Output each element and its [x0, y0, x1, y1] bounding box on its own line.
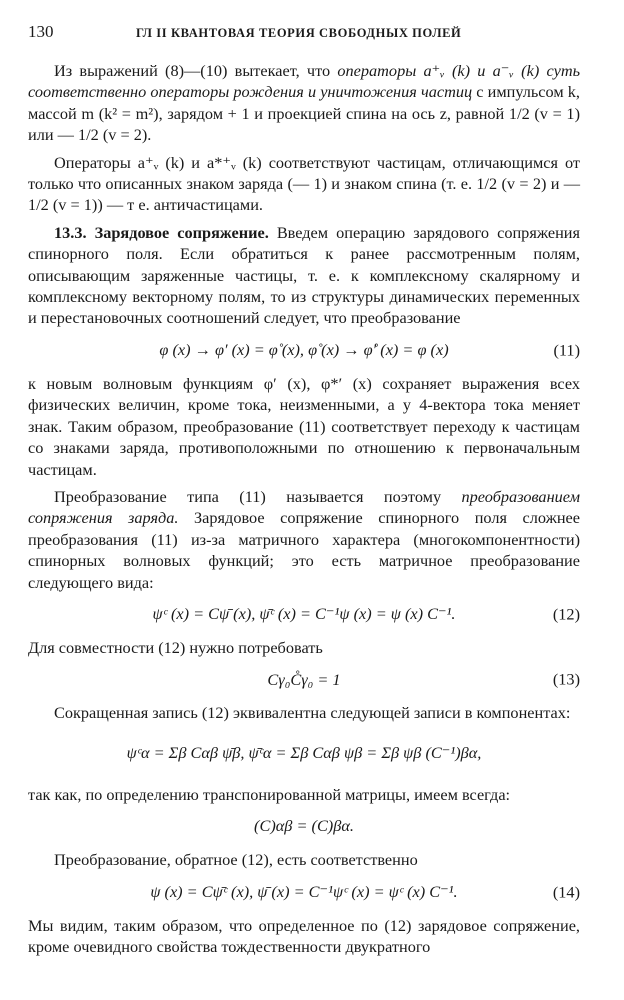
equation-text: φ (x) → φ′ (x) = φ̊ (x), φ̊ (x) → φ̊′ (x) = φ (x) [159, 340, 449, 360]
page-body [28, 60, 580, 957]
text-span: Зарядовое сопряжение спинорного поля сложнее преобразования (11) из-за матричного характера (многокомпонентности) спинорных волновых функций; это есть матричное преобразование следующего вида: [28, 508, 580, 592]
text-span: Преобразование типа (11) называется поэтому [54, 486, 462, 506]
equation-components [28, 732, 580, 774]
text-span: Введем операцию зарядового сопряжения спинорного поля. Если обратиться к ранее рассмотренным полям, описывающим заряженные частицы, т. е. к комплексному скалярному и комплексному векторному полям, то из структуры динамических переменных и перестановочных соотношений следует, что преобразование [28, 222, 580, 328]
paragraph-10: Мы видим, таким образом, что определенное по (12) зарядовое сопряжение, кроме очевидного свойства тождественности двукратного [28, 915, 580, 956]
paragraph-8: так как, по определению транспонированной матрицы, имеем всегда: [28, 784, 511, 804]
emphasis-text: преобразованием сопряжения заряда. [28, 486, 580, 528]
paragraph-9: Преобразование, обратное (12), есть соответственно [54, 850, 418, 870]
equation-number: (12) [552, 604, 580, 624]
text-span: с импульсом k, массой m (k² = m²), зарядом + 1 и проекцией спина на ось z, равной 1/2 (v = 1) или — 1/2 (v = 2). [28, 82, 580, 145]
equation-11 [28, 337, 580, 363]
emphasis-text: операторы a⁺ᵥ (k) и a⁻ᵥ (k) суть соответственно операторы рождения и уничтожения частиц [28, 61, 580, 102]
equation-number: (13) [552, 669, 580, 689]
equation-text: ψᶜ (x) = Cψ̄ (x), ψ̄ᶜ (x) = C⁻¹ψ (x) = ψ (x) C⁻¹. [152, 604, 456, 624]
page-number: 130 [28, 22, 54, 41]
equation-12 [28, 601, 580, 627]
paragraph-1 [28, 60, 580, 146]
paragraph-2: Операторы a⁺ᵥ (k) и a*⁺ᵥ (k) соответствуют частицам, отличающимся от только что описанных знаком заряда (— 1) и знаком спина (т. е. 1/2 (v = 2) и — 1/2 (v = 1)) — т е. античастицами. [28, 152, 580, 215]
paragraph-5 [28, 486, 580, 593]
text-span: Из выражений (8)—(10) вытекает, что [54, 61, 338, 80]
paragraph-4: к новым волновым функциям φ′ (x), φ*′ (x) сохраняет выражения всех физических величин, кроме тока, неизменными, а у 4-вектора тока меняет знак. Таким образом, преобразование (11) соответствует переходу к частицам со знаками заряда, противоположными по отношению к первоначальным частицам. [28, 373, 580, 479]
page-header [28, 22, 580, 52]
paragraph-3 [28, 222, 580, 329]
running-head: ГЛ II КВАНТОВАЯ ТЕОРИЯ СВОБОДНЫХ ПОЛЕЙ [136, 26, 462, 40]
equation-transpose [28, 813, 580, 839]
paragraph-6: Для совместности (12) нужно потребовать [28, 637, 323, 657]
section-title: 13.3. Зарядовое сопряжение. [54, 222, 269, 242]
equation-number: (11) [553, 340, 580, 360]
equation-text: (C)αβ = (C)βα. [254, 816, 354, 836]
paragraph-7: Сокращенная запись (12) эквивалентна следующей записи в компонентах: [54, 703, 571, 723]
equation-text: Cγ₀C̊γ₀ = 1 [267, 669, 341, 689]
equation-number: (14) [552, 881, 580, 901]
equation-text: ψ (x) = Cψ̄ᶜ (x), ψ̄ (x) = C⁻¹ψᶜ (x) = ψᶜ (x) C⁻¹. [150, 881, 458, 901]
equation-text: ψᶜα = Σβ Cαβ ψ̄β, ψ̄ᶜα = Σβ Cαβ ψβ = Σβ ψβ (C⁻¹)βα, [126, 743, 482, 763]
equation-14 [28, 879, 580, 905]
equation-13 [28, 666, 580, 692]
